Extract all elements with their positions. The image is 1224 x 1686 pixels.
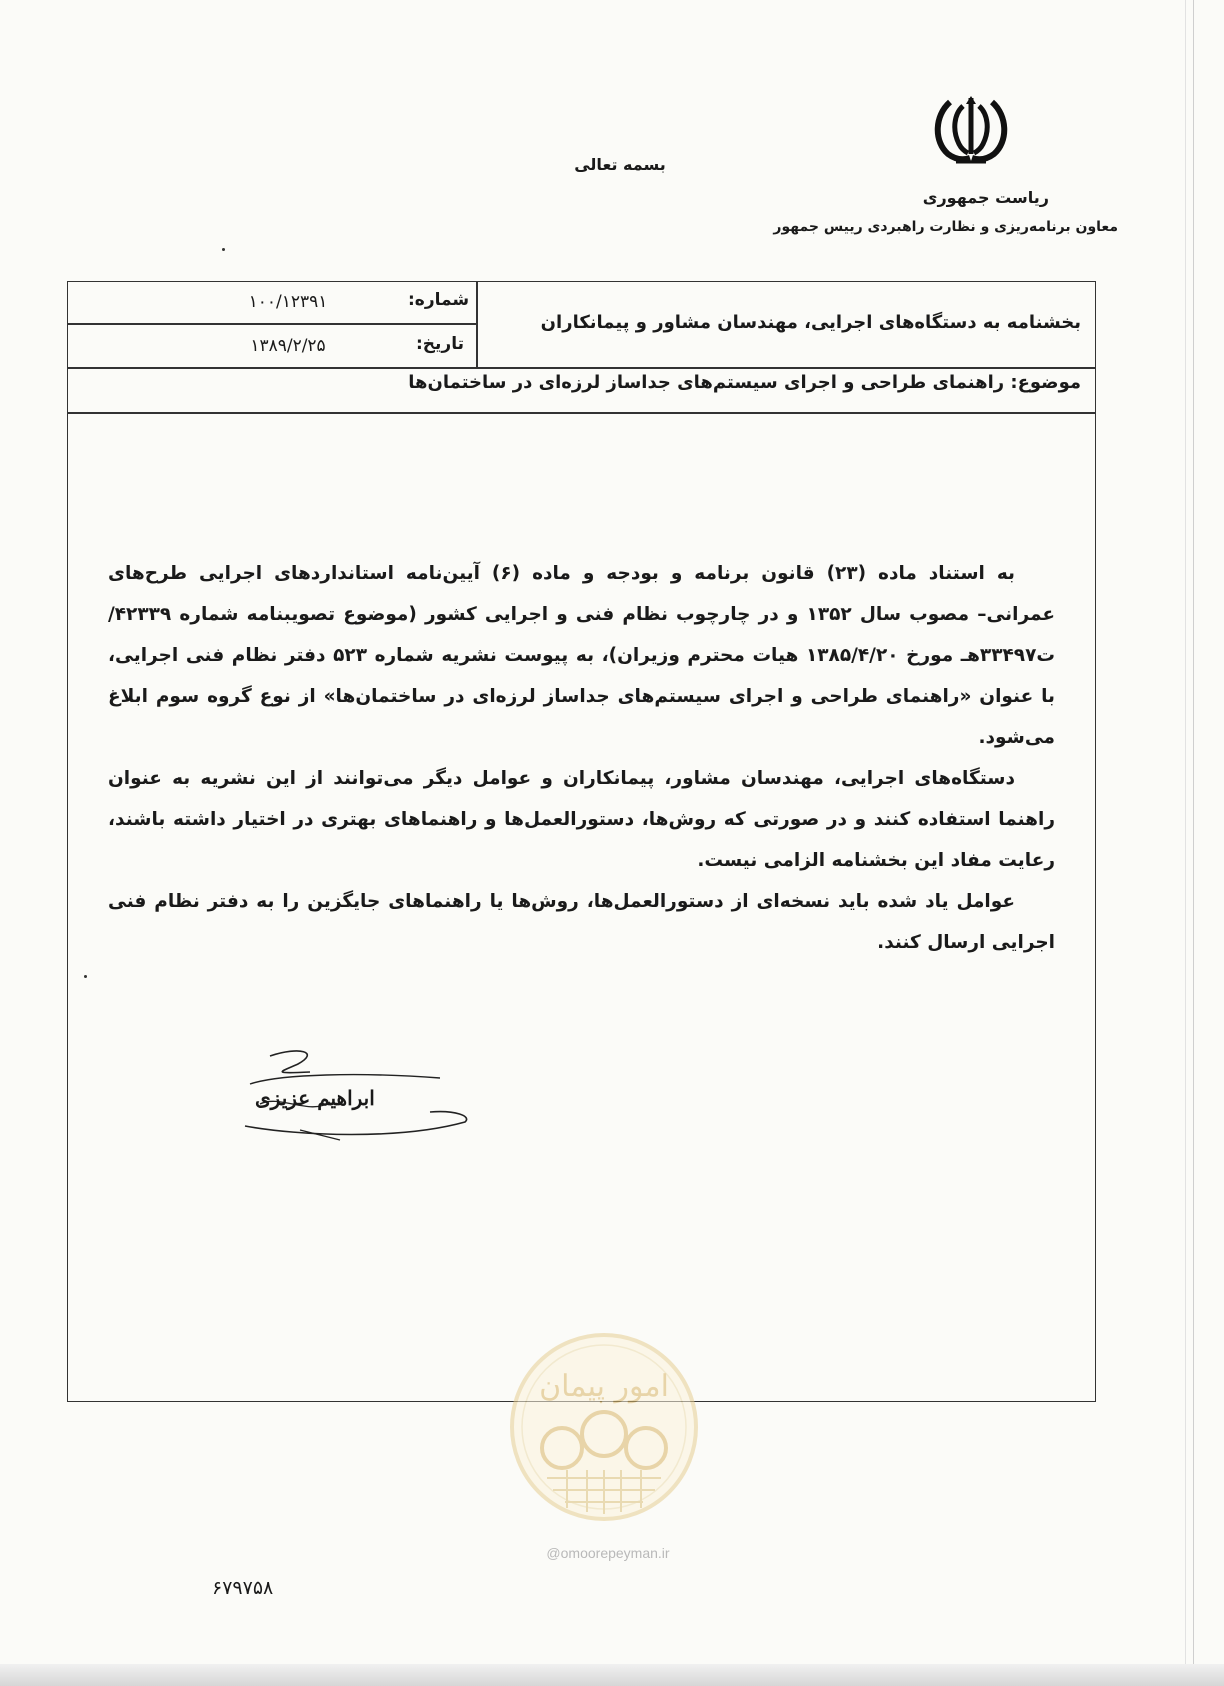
speck: [84, 975, 87, 978]
publication-title: «راهنمای طراحی و اجرای سیستم‌های جداساز لرزه‌ای در ساختمان‌ها»: [323, 686, 972, 707]
paragraph: دستگاه‌های اجرایی، مهندسان مشاور، پیمانکاران و عوامل دیگر می‌توانند از این نشریه به عنوان راهنما استفاده کنند و در صورتی که روش‌ها، دستورالعمل‌ها و راهنماهای بهتری در اختیار داشته باشند، رعایت مفاد این بخشنامه الزامی نیست.: [108, 768, 1055, 871]
divider: [476, 282, 478, 368]
number-label: شماره:: [408, 290, 470, 310]
number-value: ۱۰۰/۱۲۳۹۱: [248, 292, 328, 312]
divider: [68, 323, 478, 325]
letter-body: [108, 553, 1055, 963]
paragraph: عوامل یاد شده باید نسخه‌ای از دستورالعمل‌ها، روش‌ها یا راهنماهای جایگزین را به دفتر نظام فنی اجرایی ارسال کنند.: [108, 891, 1055, 953]
divider: [68, 367, 1095, 369]
basmala: بسمه تعالی: [574, 155, 666, 174]
page-edge: [1185, 0, 1186, 1686]
signatory-name: ابراهیم عزیزی: [255, 1086, 375, 1110]
paragraph-text: به استناد ماده (۲۳) قانون برنامه و بودجه و ماده (۶) آیین‌نامه استانداردهای اجرایی طرح‌های عمرانی– مصوب سال ۱۳۵۲ و در چارچوب نظام فنی و اجرایی کشور (موضوع تصویبنامه شماره ۴۲۳۳۹/ت۳۳۴۹۷هـ مورخ ۱۳۸۵/۴/۲۰ هیات محترم وزیران)، به پیوست نشریه شماره ۵۲۳ دفتر نظام فنی اجرایی، با عنوان: [108, 563, 1055, 707]
serial-number: ۶۷۹۷۵۸: [212, 1577, 274, 1599]
paragraph: [108, 553, 1055, 758]
date-label: تاریخ:: [416, 334, 464, 354]
stamp-text: امور پیمان: [539, 1369, 669, 1404]
department-name: معاون برنامه‌ریزی و نظارت راهبردی رییس جمهور: [773, 219, 1118, 235]
speck: [222, 248, 225, 251]
addressee: بخشنامه به دستگاه‌های اجرایی، مهندسان مشاور و پیمانکاران: [540, 312, 1081, 333]
paragraph-text: از نوع گروه سوم ابلاغ می‌شود.: [108, 686, 1055, 748]
watermark-stamp: [507, 1330, 701, 1524]
organization-name: ریاست جمهوری: [922, 188, 1049, 207]
letter-frame: [67, 281, 1096, 1402]
subject: موضوع: راهنمای طراحی و اجرای سیستم‌های جداساز لرزه‌ای در ساختمان‌ها: [408, 372, 1081, 393]
scan-edge: [0, 1664, 1224, 1686]
page-edge: [1193, 0, 1194, 1686]
iran-emblem-icon: [926, 92, 1016, 172]
stamp-url: @omoorepeyman.ir: [546, 1545, 670, 1561]
divider: [68, 412, 1095, 414]
date-value: ۱۳۸۹/۲/۲۵: [250, 336, 326, 356]
